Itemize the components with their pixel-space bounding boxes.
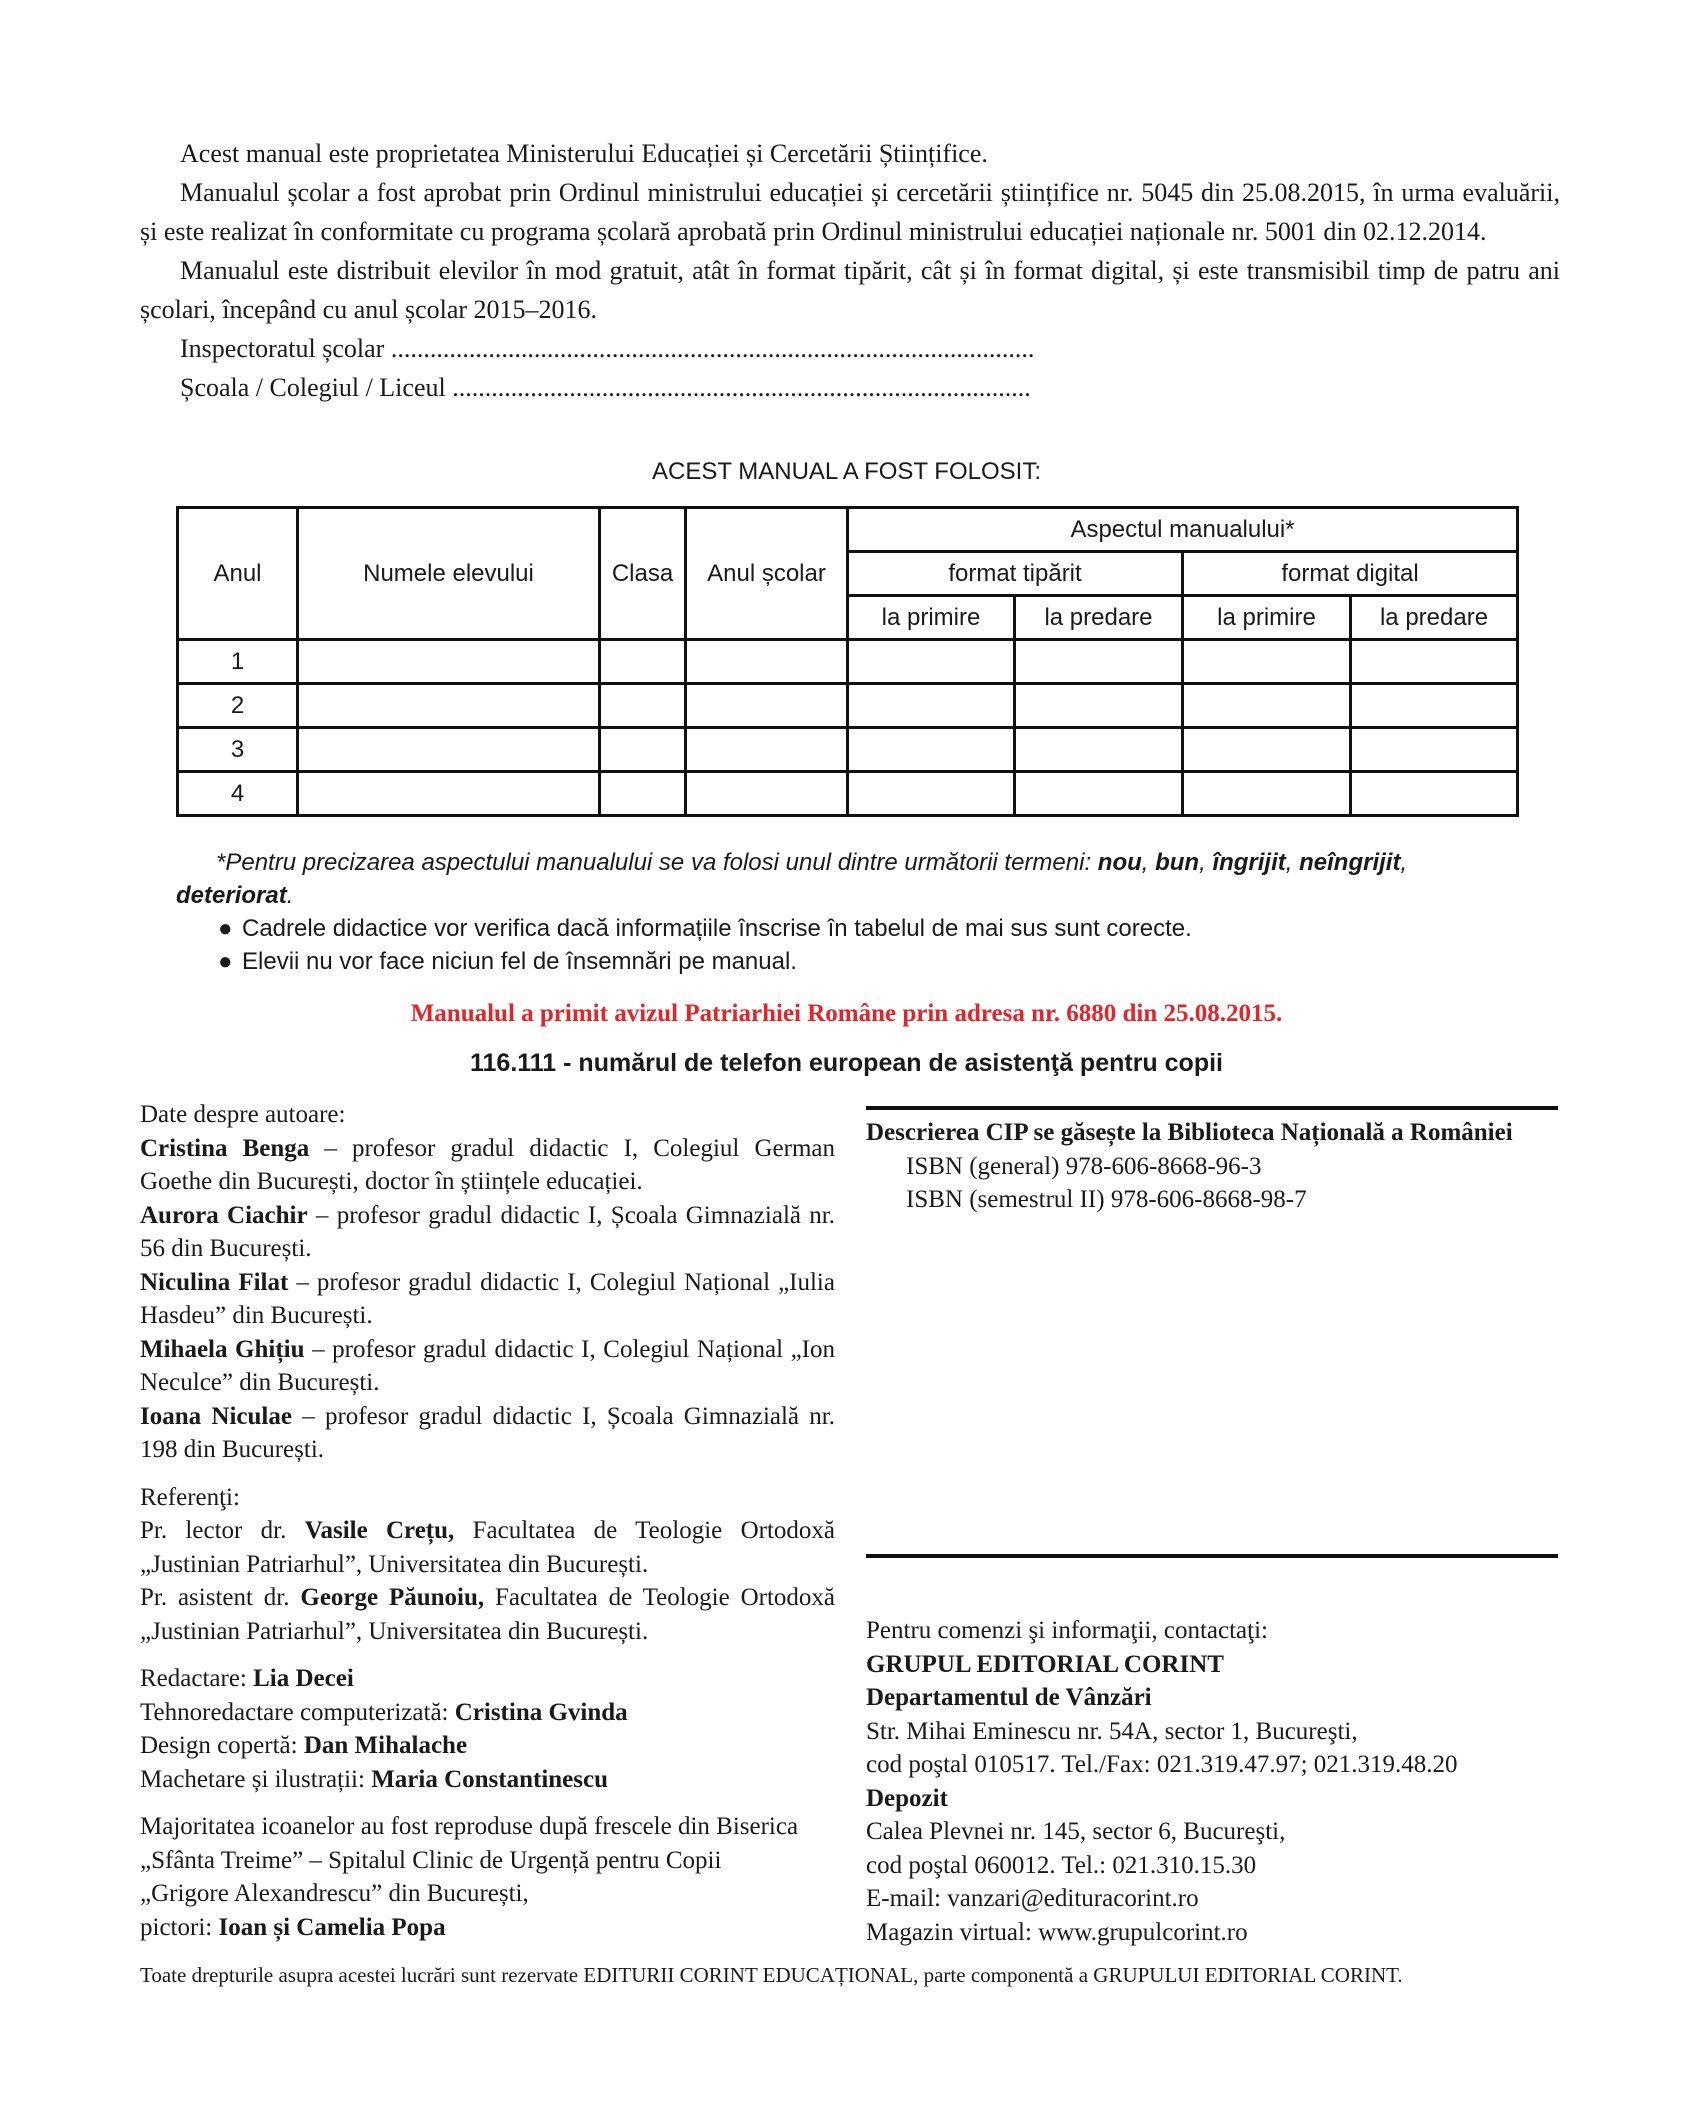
child-helpline: 116.111 - numărul de telefon european de asistenţă pentru copii	[469, 1049, 1223, 1077]
term: nou	[1097, 849, 1142, 876]
class-cell[interactable]	[600, 684, 686, 728]
inspectorat-fill-line: ...................................................................................................	[390, 334, 1035, 363]
publisher-name: GRUPUL EDITORIAL CORINT	[866, 1650, 1224, 1678]
contact-website[interactable]: Magazin virtual: www.grupulcorint.ro	[866, 1918, 1248, 1946]
header-clasa: Clasa	[600, 508, 686, 640]
scoala-fill-line: .........................................................................................	[452, 373, 1031, 402]
patriarchy-notice: Manualul a primit avizul Patriarhiei Române prin adresa nr. 6880 din 25.08.2015.	[410, 1000, 1283, 1027]
header-tiparit-la-predare: la predare	[1015, 596, 1183, 640]
isbn-semester: ISBN (semestrul II) 978-606-8668-98-7	[906, 1186, 1307, 1213]
aspect-footnote: *Pentru precizarea aspectului manualului se va folosi unul dintre următorii termeni: nou, bun, îngrijit, neîngrijit, deteriorat.	[176, 849, 1408, 909]
sales-dept: Departamentul de Vânzări	[866, 1684, 1152, 1711]
header-anul: Anul	[178, 508, 298, 640]
term: îngrijit	[1212, 849, 1286, 876]
credits-column	[140, 1098, 835, 1944]
print-receive-cell[interactable]	[848, 640, 1015, 684]
author-entry: Cristina Benga – profesor gradul didactic I, Colegiul German Goethe din București, doctor în științele educației.	[140, 1134, 835, 1195]
header-aspectul-manualului: Aspectul manualului*	[848, 508, 1518, 552]
digital-receive-cell[interactable]	[1183, 684, 1351, 728]
ownership-paragraph: Acest manual este proprietatea Ministerului Educației și Cercetării Științifice.	[180, 139, 988, 168]
student-name-cell[interactable]	[298, 728, 600, 772]
authors-heading: Date despre autoare:	[140, 1101, 346, 1128]
header-numele-elevului: Numele elevului	[298, 508, 600, 640]
referent-entry: Pr. asistent dr. George Păunoiu, Facultatea de Teologie Ortodoxă „Justinian Patriarhul”, Universitatea din București.	[140, 1584, 835, 1645]
sales-phone: cod poştal 010517. Tel./Fax: 021.319.47.97; 021.319.48.20	[866, 1751, 1458, 1778]
depot-phone: cod poştal 060012. Tel.: 021.310.15.30	[866, 1851, 1257, 1879]
school-year-cell[interactable]	[686, 772, 848, 816]
term: deteriorat	[176, 882, 287, 909]
school-year-cell[interactable]	[686, 728, 848, 772]
contact-email[interactable]: E-mail: vanzari@edituracorint.ro	[866, 1885, 1199, 1912]
print-return-cell[interactable]	[1015, 728, 1183, 772]
credit-editing: Redactare: Lia Decei	[140, 1665, 354, 1692]
school-year-cell[interactable]	[686, 684, 848, 728]
table-row	[178, 684, 1518, 728]
author-entry: Mihaela Ghițiu – profesor gradul didactic I, Colegiul Național „Ion Neculce” din București.	[140, 1335, 836, 1396]
credit-cover-design: Design copertă: Dan Mihalache	[140, 1732, 468, 1759]
digital-return-cell[interactable]	[1351, 684, 1518, 728]
approval-paragraph: Manualul școlar a fost aprobat prin Ordinul ministrului educației și cercetării științifice nr. 5045 din 25.08.2015, în urma evaluării, și este realizat în conformitate cu programa școlară aprobată prin Ordinul ministrului educației naționale nr. 5001 din 02.12.2014.	[140, 178, 1560, 246]
header-format-tiparit: format tipărit	[848, 552, 1183, 596]
print-receive-cell[interactable]	[848, 728, 1015, 772]
digital-return-cell[interactable]	[1351, 640, 1518, 684]
row-year-cell: 1	[178, 640, 298, 684]
header-tiparit-la-primire: la primire	[848, 596, 1015, 640]
inspectorat-line	[140, 329, 1560, 368]
student-name-cell[interactable]	[298, 684, 600, 728]
header-format-digital: format digital	[1183, 552, 1518, 596]
referents-heading: Referenţi:	[140, 1483, 240, 1511]
author-entry: Ioana Niculae – profesor gradul didactic I, Școala Gimnazială nr. 198 din București.	[140, 1402, 835, 1463]
header-digital-la-primire: la primire	[1183, 596, 1351, 640]
header-digital-la-predare: la predare	[1351, 596, 1518, 640]
term: bun	[1155, 849, 1200, 876]
print-receive-cell[interactable]	[848, 684, 1015, 728]
digital-return-cell[interactable]	[1351, 728, 1518, 772]
author-entry: Aurora Ciachir – profesor gradul didactic I, Școala Gimnazială nr. 56 din București.	[140, 1201, 835, 1262]
table-row	[178, 772, 1518, 816]
inspectorat-label: Inspectoratul școlar	[180, 334, 385, 363]
table-footnote	[176, 846, 1516, 978]
depot-address: Calea Plevnei nr. 145, sector 6, Bucureşti,	[866, 1818, 1286, 1845]
cip-heading: Descrierea CIP se găsește la Biblioteca Națională a României	[866, 1119, 1513, 1146]
intro-section	[140, 134, 1560, 407]
scoala-label: Școala / Colegiul / Liceul	[180, 373, 446, 402]
list-item: ● Elevii nu vor face niciun fel de însemnări pe manual.	[176, 945, 1516, 978]
depot-heading: Depozit	[866, 1784, 948, 1812]
print-return-cell[interactable]	[1015, 640, 1183, 684]
cip-top-divider	[866, 1106, 1558, 1110]
list-item: ● Cadrele didactice vor verifica dacă informațiile înscrise în tabelul de mai sus sunt corecte.	[176, 912, 1516, 945]
school-year-cell[interactable]	[686, 640, 848, 684]
term: neîngrijit	[1299, 849, 1401, 876]
digital-receive-cell[interactable]	[1183, 640, 1351, 684]
isbn-general: ISBN (general) 978-606-8668-96-3	[906, 1152, 1262, 1180]
row-year-cell: 2	[178, 684, 298, 728]
header-anul-scolar: Anul școlar	[686, 508, 848, 640]
row-year-cell: 3	[178, 728, 298, 772]
bullet-icon: ●	[218, 948, 233, 975]
table-row	[178, 728, 1518, 772]
print-return-cell[interactable]	[1015, 684, 1183, 728]
cip-bottom-divider	[866, 1554, 1558, 1558]
distribution-paragraph: Manualul este distribuit elevilor în mod gratuit, atât în format tipărit, cât și în format digital, și este transmisibil timp de patru ani școlari, începând cu anul școlar 2015–2016.	[140, 256, 1560, 324]
class-cell[interactable]	[600, 728, 686, 772]
scoala-line	[140, 368, 1560, 407]
icons-note: Majoritatea icoanelor au fost reproduse după frescele din Biserica „Sfânta Treime” – Spitalul Clinic de Urgență pentru Copii „Grigore Alexandrescu” din București, pictori: Ioan și Camelia Popa	[140, 1813, 799, 1941]
usage-table	[176, 506, 1519, 817]
class-cell[interactable]	[600, 772, 686, 816]
bullet-icon: ●	[218, 915, 233, 942]
digital-receive-cell[interactable]	[1183, 728, 1351, 772]
print-return-cell[interactable]	[1015, 772, 1183, 816]
referent-entry: Pr. lector dr. Vasile Crețu, Facultatea de Teologie Ortodoxă „Justinian Patriarhul”, Universitatea din București.	[140, 1517, 835, 1578]
author-entry: Niculina Filat – profesor gradul didactic I, Colegiul Național „Iulia Hasdeu” din București.	[140, 1268, 835, 1329]
student-name-cell[interactable]	[298, 772, 600, 816]
student-name-cell[interactable]	[298, 640, 600, 684]
rights-notice: Toate drepturile asupra acestei lucrări sunt rezervate EDITURII CORINT EDUCAȚIONAL, parte componentă a GRUPULUI EDITORIAL CORINT.	[140, 1963, 1403, 1987]
cip-block	[866, 1116, 1558, 1217]
usage-table-title: ACEST MANUAL A FOST FOLOSIT:	[652, 458, 1041, 485]
row-year-cell: 4	[178, 772, 298, 816]
class-cell[interactable]	[600, 640, 686, 684]
credit-typesetting: Tehnoredactare computerizată: Cristina Gvinda	[140, 1698, 628, 1726]
print-receive-cell[interactable]	[848, 772, 1015, 816]
table-row	[178, 640, 1518, 684]
contact-intro: Pentru comenzi şi informaţii, contactaţi:	[866, 1617, 1268, 1644]
contact-block	[866, 1614, 1558, 1949]
credit-layout-illustrations: Machetare și ilustrații: Maria Constantinescu	[140, 1765, 608, 1793]
digital-receive-cell[interactable]	[1183, 772, 1351, 816]
rules-list	[176, 912, 1516, 978]
digital-return-cell[interactable]	[1351, 772, 1518, 816]
sales-address: Str. Mihai Eminescu nr. 54A, sector 1, Bucureşti,	[866, 1717, 1358, 1745]
